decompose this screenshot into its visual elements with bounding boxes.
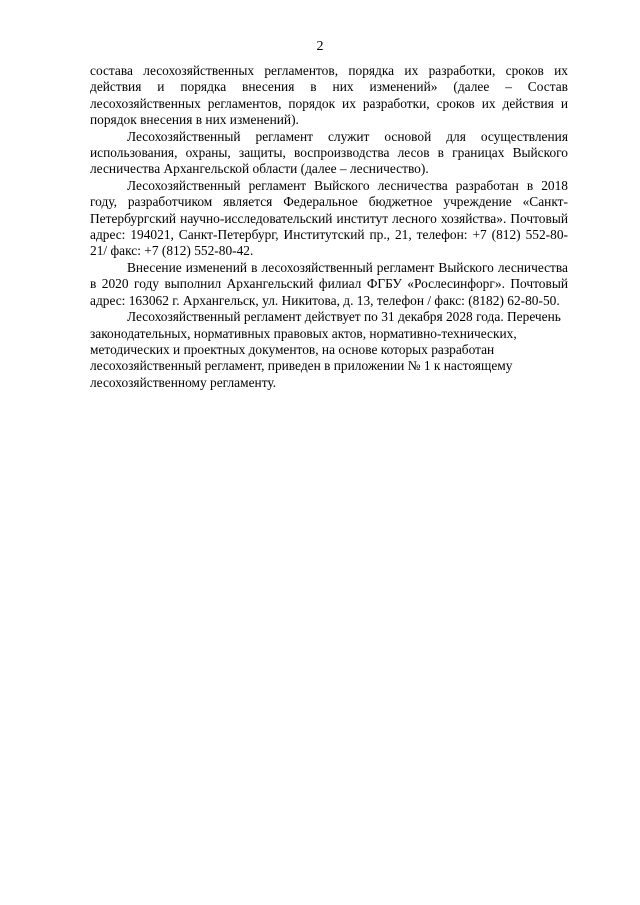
paragraph-purpose: Лесохозяйственный регламент служит основой для осуществления использования, охраны, защиты, воспроизводства лесов в границах Выйского лесничества Архангельской области (далее – лесничество). (90, 128, 568, 177)
document-body (90, 63, 568, 391)
paragraph-amendments: Внесение изменений в лесохозяйственный регламент Выйского лесничества в 2020 году выполнил Архангельский филиал ФГБУ «Рослесинфорг». Почтовый адрес: 163062 г. Архангельск, ул. Никитова, д. 13, телефон / факс: (8182) 62-80-50. (90, 259, 568, 308)
paragraph-developer: Лесохозяйственный регламент Выйского лесничества разработан в 2018 году, разработчиком является Федеральное бюджетное учреждение «Санкт-Петербургский научно-исследовательский институт лесного хозяйства». Почтовый адрес: 194021, Санкт-Петербург, Институтский пр., 21, телефон: +7 (812) 552-80-21/ факс: +7 (812) 552-80-42. (90, 177, 568, 259)
paragraph-validity: Лесохозяйственный регламент действует по 31 декабря 2028 года. Перечень законодательных, нормативных правовых актов, нормативно-технических, методических и проектных документов, на основе которых разработан лесохозяйственный регламент, приведен в приложении № 1 к настоящему лесохозяйственному регламенту. (90, 309, 561, 390)
page-number: 2 (316, 39, 324, 54)
paragraph-continuation: состава лесохозяйственных регламентов, порядка их разработки, сроков их действия и порядка внесения в них изменений» (далее – Состав лесохозяйственных регламентов, порядок их разработки, сроков их действия и порядок внесения в них изменений). (90, 63, 568, 128)
